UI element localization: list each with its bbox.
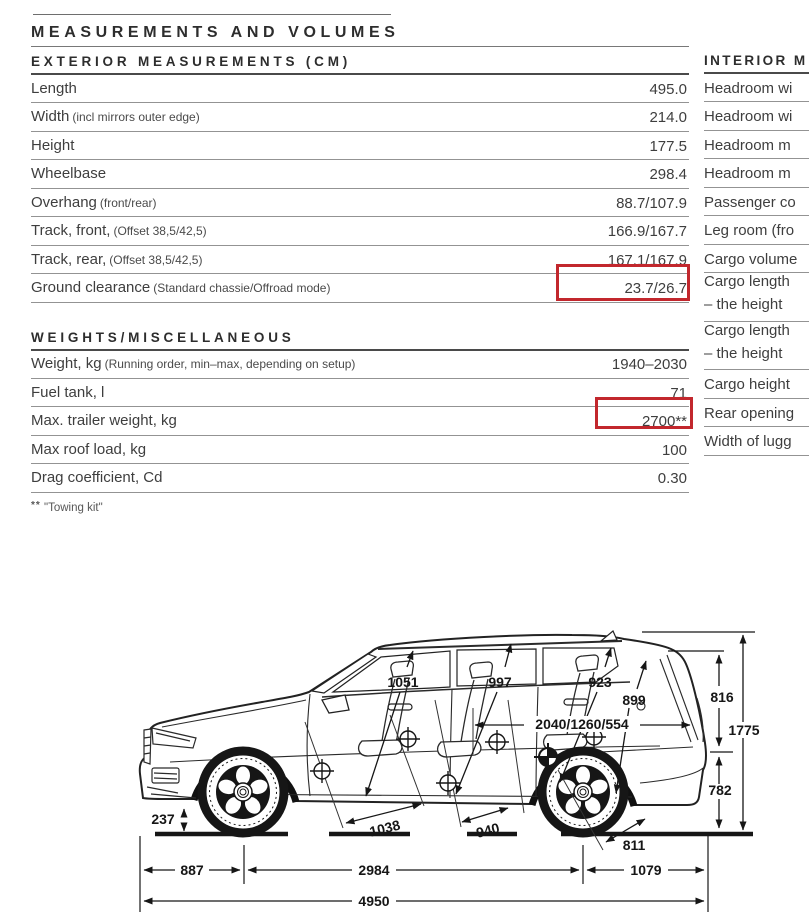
dim-label-ground-clearance: 237 [151, 811, 175, 827]
spec-row-note: (incl mirrors outer edge) [72, 110, 200, 125]
spec-row [31, 217, 689, 245]
interior-row-line: Cargo volume [704, 250, 798, 268]
interior-row [704, 131, 809, 159]
interior-row-line: Cargo length [704, 273, 790, 291]
spec-row-value: 100 [661, 441, 687, 459]
spec-row-label: Max roof load, kg [31, 440, 147, 458]
spec-row [31, 189, 689, 217]
interior-row [704, 273, 809, 322]
interior-row-line: Headroom m [704, 165, 791, 183]
spec-row [31, 160, 689, 188]
interior-row-line: – the height [704, 296, 783, 314]
spec-row-label: Ground clearance (Standard chassie/Offroad mode) [31, 279, 331, 296]
spec-row-note: (Offset 38,5/42,5) [113, 224, 207, 239]
interior-row-line: Rear opening [704, 404, 795, 422]
spec-row-note: (Standard chassie/Offroad mode) [153, 281, 331, 295]
footnote [31, 500, 689, 514]
spec-row-value: 214.0 [649, 109, 687, 127]
spec-row-label: Track, rear, (Offset 38,5/42,5) [31, 250, 203, 268]
page-title: MEASUREMENTS AND VOLUMES [31, 24, 400, 41]
interior-row [704, 216, 809, 244]
spec-row [31, 351, 689, 379]
section-header-interior: INTERIOR M [704, 53, 808, 68]
dim-label-rear-door-opening: 940 [474, 819, 502, 841]
grille [144, 729, 151, 764]
spec-row [31, 75, 689, 103]
section-header-weights: WEIGHTS/MISCELLANEOUS [31, 329, 295, 345]
interior-row [704, 370, 809, 398]
interior-row-line: Cargo length [704, 321, 790, 339]
interior-row [704, 159, 809, 187]
highlight-box-ground-clearance [556, 264, 690, 301]
interior-row-line: Headroom m [704, 136, 791, 154]
interior-row [704, 245, 809, 273]
weights-rows [31, 351, 689, 493]
interior-row-line: Headroom wi [704, 108, 793, 126]
interior-row-line: – the height [704, 344, 783, 362]
spec-row-value: 167.1/167.9 [607, 251, 687, 269]
spec-row-note: (Running order, min–max, depending on setup) [104, 357, 356, 372]
spec-row-value: 2700** [641, 413, 687, 431]
interior-row [704, 102, 809, 130]
dim-label-front-overhang: 887 [180, 862, 204, 878]
car-dimension-diagram [0, 588, 809, 919]
spec-row-label: Wheelbase [31, 165, 107, 183]
interior-row [704, 427, 809, 455]
spec-row-label: Height [31, 136, 75, 154]
interior-table [704, 0, 809, 456]
section-weights [31, 330, 689, 493]
dim-label-tailgate-opening: 811 [622, 837, 646, 853]
section-header-exterior: EXTERIOR MEASUREMENTS (CM) [31, 54, 352, 69]
title-rule [31, 46, 689, 47]
dim-label-upper-rear-height: 816 [710, 689, 734, 705]
dim-label-cargo-length: 2040/1260/554 [535, 716, 629, 732]
front-door-handle [388, 704, 412, 710]
interior-row-line: Headroom wi [704, 79, 793, 97]
spec-row-label: Weight, kg (Running order, min–max, depending on setup) [31, 355, 356, 373]
spec-row-label: Overhang (front/rear) [31, 193, 157, 211]
spec-row [31, 379, 689, 407]
spec-row-note: (front/rear) [99, 195, 157, 210]
spec-row [31, 103, 689, 131]
spec-row-value: 1940–2030 [611, 356, 687, 374]
spec-row-value: 23.7/26.7 [624, 280, 687, 297]
spec-row-value: 71 [670, 384, 687, 402]
interior-row [704, 74, 809, 102]
spec-row [31, 132, 689, 160]
footnote-text: "Towing kit" [44, 501, 103, 514]
spec-row-label: Max. trailer weight, kg [31, 412, 177, 430]
interior-row [704, 188, 809, 216]
highlight-box-trailer-weight [595, 397, 693, 429]
spec-row-label: Fuel tank, l [31, 383, 105, 401]
section-gap [31, 303, 689, 323]
spec-row-value: 298.4 [649, 166, 687, 184]
dim-label-overall-length: 4950 [358, 893, 390, 909]
interior-row-line: Passenger co [704, 193, 796, 211]
interior-row-line: Width of lugg [704, 433, 792, 451]
spec-row-value: 88.7/107.9 [616, 194, 687, 212]
dim-label-front-headroom: 1051 [387, 674, 419, 690]
spec-row [31, 436, 689, 464]
dim-label-lower-rear-height: 782 [708, 782, 732, 798]
spec-row-value: 495.0 [649, 80, 687, 98]
spec-row-value: 166.9/167.7 [607, 223, 687, 241]
dim-label-rear-interior: 899 [622, 692, 646, 708]
interior-row [704, 322, 809, 371]
dim-label-rear-overhang: 1079 [630, 862, 662, 878]
spec-row-label: Width (incl mirrors outer edge) [31, 108, 200, 126]
spec-row-label: Length [31, 79, 77, 97]
spec-row-label: Track, front, (Offset 38,5/42,5) [31, 222, 207, 240]
interior-row-line: Cargo height [704, 376, 790, 394]
dim-label-front-door-opening: 1038 [367, 816, 402, 840]
interior-rows [704, 74, 809, 456]
air-intake [152, 768, 179, 783]
spec-row-note: (Offset 38,5/42,5) [109, 252, 203, 267]
rear-door-handle [564, 699, 588, 705]
dim-label-wheelbase: 2984 [358, 862, 390, 878]
footnote-marker: ** [31, 499, 41, 511]
spec-row [31, 407, 689, 435]
spec-row [31, 464, 689, 492]
spec-row-value: 177.5 [649, 137, 687, 155]
spec-row-value: 0.30 [657, 470, 687, 488]
dim-label-mid-headroom: 997 [488, 674, 512, 690]
dim-label-rear-headroom: 923 [588, 674, 612, 690]
interior-row-line: Leg room (fro [704, 222, 795, 240]
interior-row [704, 399, 809, 427]
spec-row-label: Drag coefficient, Cd [31, 469, 163, 487]
measurements-table [31, 0, 689, 514]
dim-label-overall-height: 1775 [728, 722, 760, 738]
front-wheel [202, 751, 284, 833]
